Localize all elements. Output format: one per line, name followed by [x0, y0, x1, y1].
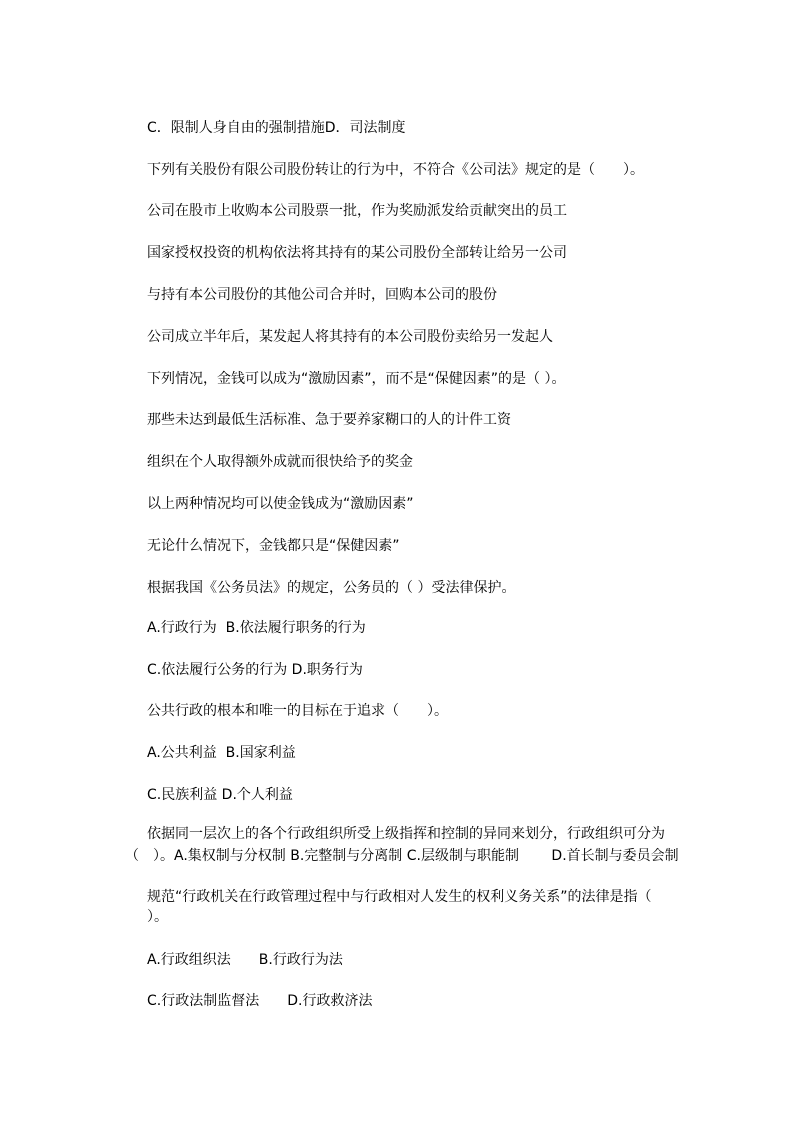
option-text: C.行政法制监督法 D.行政救济法 — [147, 993, 373, 1009]
option-text: 以上两种情况均可以使金钱成为“激励因素” — [147, 496, 414, 512]
question-text: 下列有关股份有限公司股份转让的行为中，不符合《公司法》规定的是（ ）。 — [147, 162, 644, 178]
option-text: 公司成立半年后，某发起人将其持有的本公司股份卖给另一发起人 — [147, 329, 553, 345]
option-text: C.民族利益 D.个人利益 — [147, 787, 293, 803]
question-text: 公共行政的根本和唯一的目标在于追求（ ）。 — [147, 703, 448, 719]
question-text: 下列情况，金钱可以成为“激励因素”，而不是“保健因素”的是（ ）。 — [147, 371, 566, 387]
option-text: A.行政行为 B.依法履行职务的行为 — [147, 620, 366, 636]
question-text: 根据我国《公务员法》的规定，公务员的（ ）受法律保护。 — [147, 580, 516, 596]
option-text: 与持有本公司股份的其他公司合并时，回购本公司的股份 — [147, 287, 497, 303]
option-text: C.依法履行公务的行为 D.职务行为 — [147, 662, 363, 678]
text-line: C．限制人身自由的强制措施D．司法制度 — [147, 120, 406, 136]
option-text: A.公共利益 B.国家利益 — [147, 745, 296, 761]
question-options: （ ）。A.集权制与分权制 B.完整制与分离制 C.层级制与职能制 D.首长制与委员会制 — [125, 848, 679, 864]
option-text: 国家授权投资的机构依法将其持有的某公司股份全部转让给另一公司 — [147, 245, 567, 261]
question-text: 依据同一层次上的各个行政组织所受上级指挥和控制的异同来划分，行政组织可分为 — [147, 826, 665, 842]
option-text: 无论什么情况下，金钱都只是“保健因素” — [147, 538, 400, 554]
option-text: 公司在股市上收购本公司股票一批，作为奖励派发给贡献突出的员工 — [147, 203, 567, 219]
option-text: 那些未达到最低生活标准、急于要养家糊口的人的计件工资 — [147, 412, 511, 428]
question-text-end: ）。 — [147, 909, 168, 925]
option-text: A.行政组织法 B.行政行为法 — [147, 952, 343, 968]
question-text: 规范“行政机关在行政管理过程中与行政相对人发生的权利义务关系”的法律是指（ — [147, 889, 652, 905]
option-text: 组织在个人取得额外成就而很快给予的奖金 — [147, 454, 413, 470]
